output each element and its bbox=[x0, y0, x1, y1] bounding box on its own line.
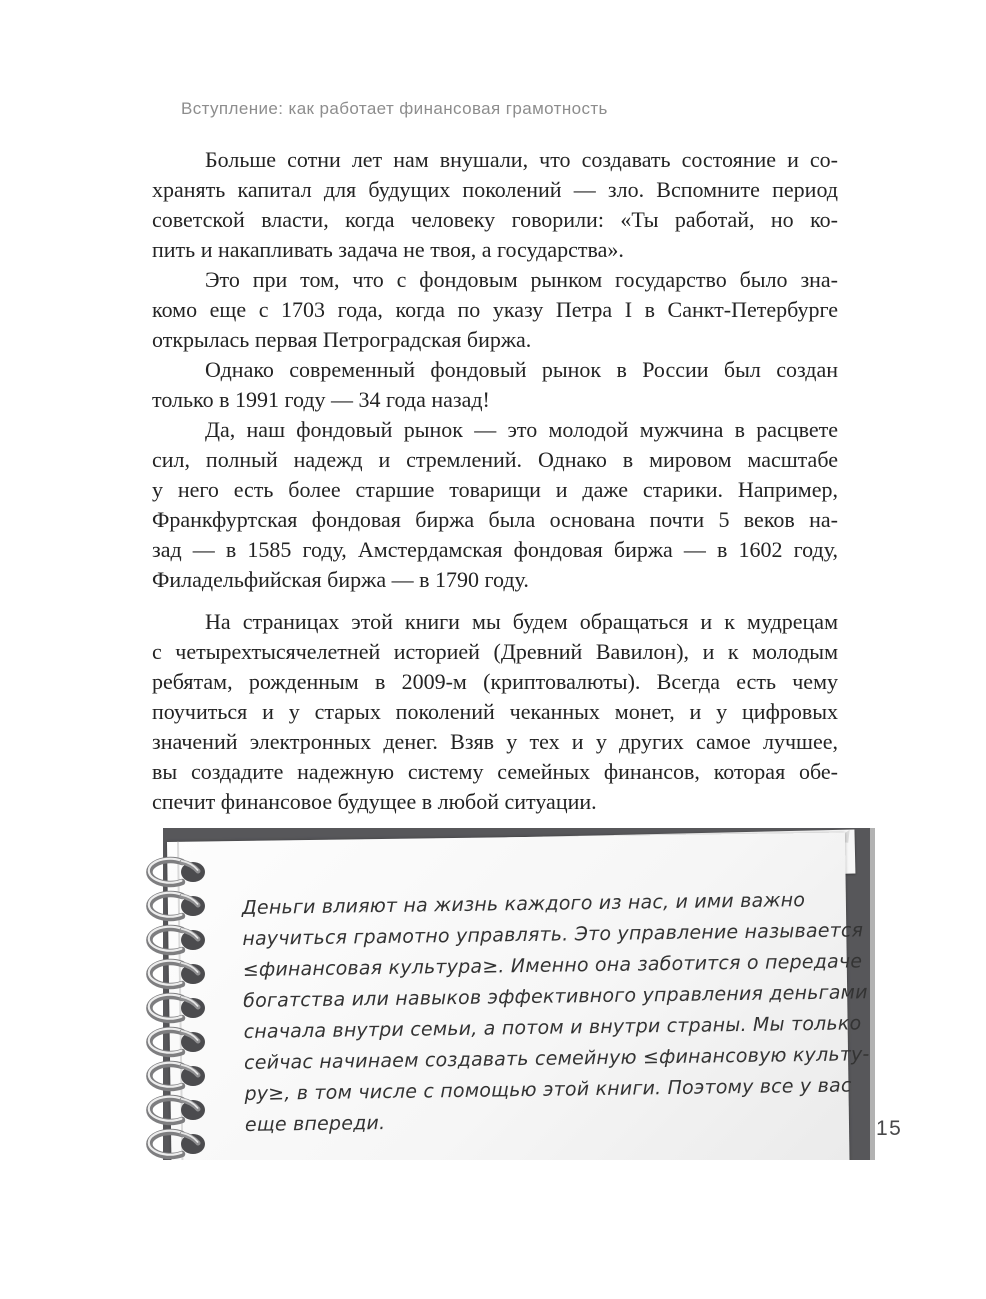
body-line: поучиться и у старых поколений чеканных монет, и у цифровых bbox=[152, 699, 838, 724]
page-number: 15 bbox=[876, 1117, 903, 1140]
body-line: сил, полный надежд и стремлений. Однако в мировом масштабе bbox=[152, 447, 838, 472]
photo-edge-highlight bbox=[870, 828, 875, 1160]
paragraph bbox=[152, 355, 838, 415]
body-line: хранять капитал для будущих поколений — зло. Вспомните период bbox=[152, 177, 838, 202]
handwritten-line: ≤финансовая культура≥. Именно она заботится о передаче bbox=[242, 950, 863, 981]
body-line: Франкфуртская фондовая биржа была основана почти 5 веков на- bbox=[152, 507, 838, 532]
paragraph bbox=[152, 265, 838, 355]
notebook-paper bbox=[167, 833, 870, 1160]
paragraph bbox=[152, 415, 838, 595]
body-line: Филадельфийская биржа — в 1790 году. bbox=[152, 567, 529, 592]
body-line: вы создадите надежную систему семейных финансов, которая обе- bbox=[152, 759, 838, 784]
body-line: Больше сотни лет нам внушали, что создавать состояние и со- bbox=[205, 147, 838, 172]
handwritten-line: еще впереди. bbox=[244, 1111, 386, 1136]
handwritten-line: научиться грамотно управлять. Это управление называется bbox=[242, 919, 864, 950]
body-line: комо еще с 1703 года, когда по указу Петра I в Санкт-Петербурге bbox=[152, 297, 838, 322]
handwritten-line: ру≥, в том числе с помощью этой книги. Поэтому все у вас bbox=[244, 1074, 852, 1105]
paragraph bbox=[152, 145, 838, 265]
body-line: спечит финансовое будущее в любой ситуации. bbox=[152, 789, 597, 814]
body-line: пить и накапливать задача не твоя, а государства». bbox=[152, 237, 624, 262]
body-line: Это при том, что с фондовым рынком государство было зна- bbox=[205, 267, 838, 292]
body-line: значений электронных денег. Взяв у тех и у других самое лучшее, bbox=[152, 729, 838, 754]
body-line: открылась первая Петроградская биржа. bbox=[152, 327, 532, 352]
body-line: Однако современный фондовый рынок в России был создан bbox=[205, 357, 838, 382]
body-line: На страницах этой книги мы будем обращаться и к мудрецам bbox=[205, 609, 838, 634]
body-line: ребятам, рожденным в 2009-м (криптовалюты). Всегда есть чему bbox=[152, 669, 838, 694]
body-line: у него есть более старшие товарищи и даже старики. Например, bbox=[152, 477, 838, 502]
handwritten-line: сначала внутри семьи, а потом и внутри страны. Мы только bbox=[243, 1012, 862, 1043]
handwritten-note bbox=[241, 885, 870, 1141]
spiral-binding bbox=[142, 855, 206, 1165]
paragraph bbox=[152, 607, 838, 817]
body-text bbox=[152, 145, 838, 817]
notebook-photo bbox=[163, 828, 875, 1160]
body-line: Да, наш фондовый рынок — это молодой мужчина в расцвете bbox=[205, 417, 838, 442]
handwritten-line: богатства или навыков эффективного управления деньгами bbox=[243, 981, 868, 1012]
handwritten-line: сейчас начинаем создавать семейную ≤финансовую культу- bbox=[243, 1043, 870, 1074]
body-line: только в 1991 году — 34 года назад! bbox=[152, 387, 490, 412]
body-line: с четырехтысячелетней историей (Древний Вавилон), и к молодым bbox=[152, 639, 838, 664]
running-header: Вступление: как работает финансовая грамотность bbox=[181, 99, 608, 118]
body-line: советской власти, когда человеку говорили: «Ты работай, но ко- bbox=[152, 207, 838, 232]
handwritten-line: Деньги влияют на жизнь каждого из нас, и ими важно bbox=[241, 889, 806, 919]
body-line: зад — в 1585 году, Амстердамская фондовая биржа — в 1602 году, bbox=[152, 537, 838, 562]
